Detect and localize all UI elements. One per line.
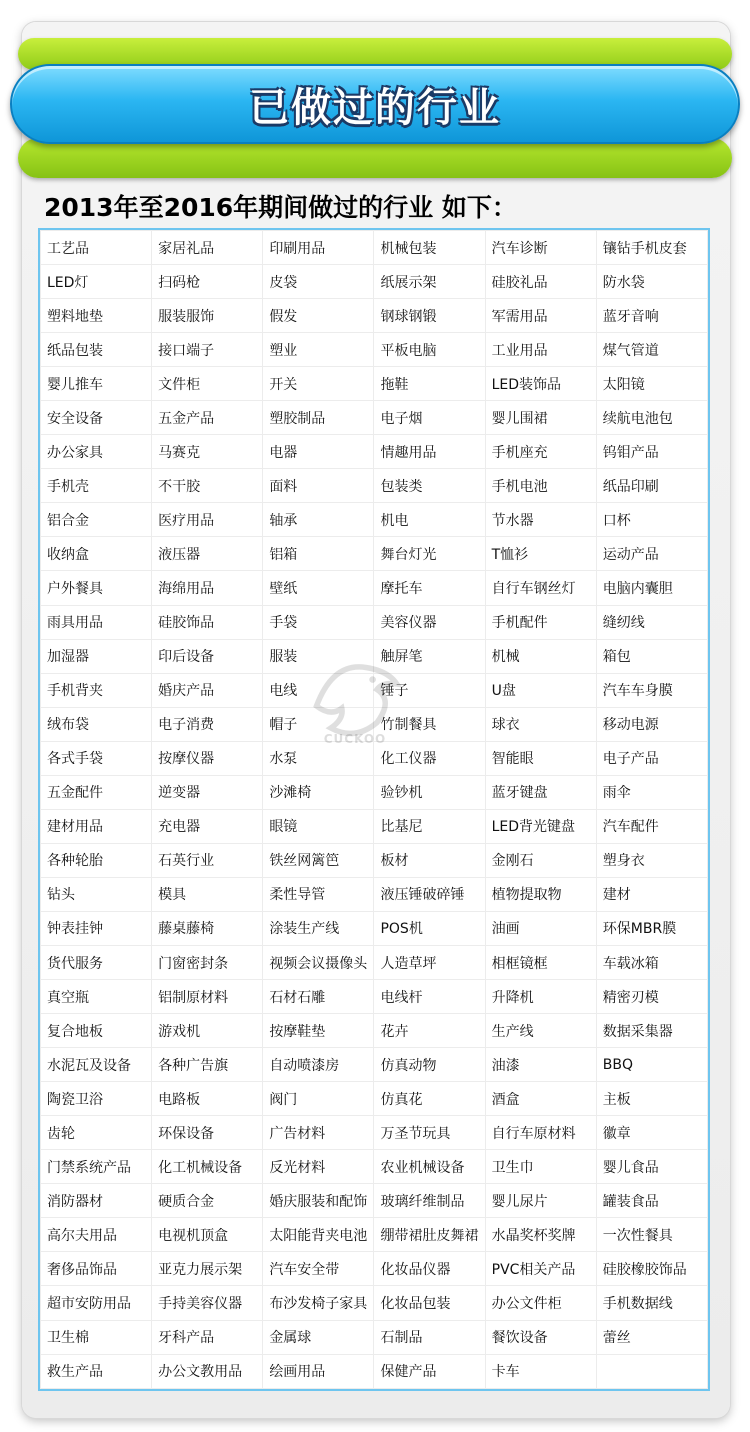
industry-cell: 手机背夹 [41,673,152,707]
industry-cell: 电子产品 [596,741,707,775]
industry-cell: 海绵用品 [152,571,263,605]
industry-cell: 钢球钢锻 [374,299,485,333]
industry-cell: 模具 [152,877,263,911]
industry-cell: 硅胶橡胶饰品 [596,1252,707,1286]
industry-cell: 办公家具 [41,435,152,469]
industry-cell: 五金产品 [152,401,263,435]
industry-cell: 电线杆 [374,980,485,1014]
table-row [41,1150,708,1184]
industry-cell: 印刷用品 [263,231,374,265]
industry-cell: 高尔夫用品 [41,1218,152,1252]
industry-cell: 婚庆产品 [152,673,263,707]
industry-cell: 比基尼 [374,809,485,843]
industry-cell: PVC相关产品 [485,1252,596,1286]
industry-cell: 摩托车 [374,571,485,605]
industry-table [40,230,708,1389]
industry-cell: 续航电池包 [596,401,707,435]
table-row [41,469,708,503]
table-row [41,571,708,605]
industry-cell: 罐装食品 [596,1184,707,1218]
industry-cell: 奢侈品饰品 [41,1252,152,1286]
industry-cell: 救生产品 [41,1354,152,1388]
industry-cell: LED背光键盘 [485,809,596,843]
industry-cell: 验钞机 [374,775,485,809]
industry-cell: 服装服饰 [152,299,263,333]
industry-cell: 蓝牙键盘 [485,775,596,809]
industry-cell: 硬质合金 [152,1184,263,1218]
industry-cell: 精密刃模 [596,980,707,1014]
industry-cell: 数据采集器 [596,1014,707,1048]
industry-cell: 缝纫线 [596,605,707,639]
industry-cell: 帽子 [263,707,374,741]
industry-cell: 服装 [263,639,374,673]
industry-cell: 仿真动物 [374,1048,485,1082]
industry-cell: 纸品包装 [41,333,152,367]
industry-cell: 塑身衣 [596,843,707,877]
industry-cell: 环保MBR膜 [596,911,707,945]
industry-cell: 纸展示架 [374,265,485,299]
industry-cell: 轴承 [263,503,374,537]
table-row [41,605,708,639]
industry-cell: 卡车 [485,1354,596,1388]
industry-cell: 户外餐具 [41,571,152,605]
industry-cell: 雨具用品 [41,605,152,639]
industry-cell: 生产线 [485,1014,596,1048]
industry-cell: 手持美容仪器 [152,1286,263,1320]
industry-cell: 货代服务 [41,945,152,979]
industry-cell: 扫码枪 [152,265,263,299]
industry-cell: 竹制餐具 [374,707,485,741]
industry-cell: 手机壳 [41,469,152,503]
industry-cell: 机械包装 [374,231,485,265]
industry-cell: 水晶奖杯奖牌 [485,1218,596,1252]
industry-cell: 煤气管道 [596,333,707,367]
green-ribbon-bottom [18,138,732,178]
table-row [41,945,708,979]
industry-cell: 液压锤破碎锤 [374,877,485,911]
industry-cell: 主板 [596,1082,707,1116]
table-row [41,775,708,809]
industry-cell: 陶瓷卫浴 [41,1082,152,1116]
industry-cell: 电脑内囊胆 [596,571,707,605]
industry-cell: 建材 [596,877,707,911]
industry-cell: 加湿器 [41,639,152,673]
industry-cell: 收纳盒 [41,537,152,571]
industry-cell: 军需用品 [485,299,596,333]
industry-cell: 汽车安全带 [263,1252,374,1286]
industry-cell: 镶钻手机皮套 [596,231,707,265]
industry-cell: 汽车车身膜 [596,673,707,707]
table-row [41,1082,708,1116]
table-row [41,1218,708,1252]
industry-cell [596,1354,707,1388]
table-row [41,1048,708,1082]
industry-cell: 五金配件 [41,775,152,809]
industry-cell: 家居礼品 [152,231,263,265]
industry-cell: 绘画用品 [263,1354,374,1388]
table-row [41,911,708,945]
table-row [41,1014,708,1048]
industry-cell: 铝制原材料 [152,980,263,1014]
industry-cell: 徽章 [596,1116,707,1150]
industry-cell: 硅胶饰品 [152,605,263,639]
industry-cell: 铁丝网篱笆 [263,843,374,877]
industry-cell: 运动产品 [596,537,707,571]
industry-cell: 油漆 [485,1048,596,1082]
industry-cell: 平板电脑 [374,333,485,367]
industry-grid [38,228,710,1391]
table-row [41,1252,708,1286]
industry-cell: 保健产品 [374,1354,485,1388]
industry-cell: 花卉 [374,1014,485,1048]
industry-cell: 水泥瓦及设备 [41,1048,152,1082]
industry-cell: 水泵 [263,741,374,775]
industry-cell: 化工仪器 [374,741,485,775]
industry-cell: 环保设备 [152,1116,263,1150]
industry-cell: T恤衫 [485,537,596,571]
industry-cell: 充电器 [152,809,263,843]
industry-cell: 万圣节玩具 [374,1116,485,1150]
industry-cell: 门禁系统产品 [41,1150,152,1184]
industry-cell: 自行车原材料 [485,1116,596,1150]
industry-cell: 齿轮 [41,1116,152,1150]
industry-cell: 阀门 [263,1082,374,1116]
table-row [41,741,708,775]
industry-cell: 钨钼产品 [596,435,707,469]
industry-cell: 沙滩椅 [263,775,374,809]
industry-cell: 视频会议摄像头 [263,945,374,979]
industry-cell: 汽车配件 [596,809,707,843]
industry-cell: POS机 [374,911,485,945]
table-row [41,333,708,367]
industry-cell: 印后设备 [152,639,263,673]
industry-cell: 接口端子 [152,333,263,367]
industry-cell: 电线 [263,673,374,707]
industry-cell: 安全设备 [41,401,152,435]
industry-cell: 金属球 [263,1320,374,1354]
table-row [41,673,708,707]
industry-cell: 婚庆服装和配饰 [263,1184,374,1218]
industry-cell: 手机数据线 [596,1286,707,1320]
industry-cell: 超市安防用品 [41,1286,152,1320]
industry-cell: 机械 [485,639,596,673]
industry-cell: 油画 [485,911,596,945]
industry-cell: 复合地板 [41,1014,152,1048]
industry-cell: 逆变器 [152,775,263,809]
industry-cell: 节水器 [485,503,596,537]
table-row [41,1286,708,1320]
industry-cell: 涂装生产线 [263,911,374,945]
industry-cell: 锤子 [374,673,485,707]
industry-cell: 化工机械设备 [152,1150,263,1184]
industry-cell: 医疗用品 [152,503,263,537]
industry-cell: 雨伞 [596,775,707,809]
table-row [41,231,708,265]
industry-cell: 升降机 [485,980,596,1014]
industry-cell: 蕾丝 [596,1320,707,1354]
industry-cell: 工业用品 [485,333,596,367]
industry-cell: 眼镜 [263,809,374,843]
industry-cell: 皮袋 [263,265,374,299]
industry-cell: 钻头 [41,877,152,911]
industry-cell: 板材 [374,843,485,877]
industry-cell: 门窗密封条 [152,945,263,979]
industry-cell: 自动喷漆房 [263,1048,374,1082]
industry-cell: U盘 [485,673,596,707]
table-row [41,1116,708,1150]
industry-cell: 塑业 [263,333,374,367]
industry-cell: 舞台灯光 [374,537,485,571]
industry-cell: 办公文件柜 [485,1286,596,1320]
banner-title: 已做过的行业 [249,84,501,131]
industry-cell: 纸品印刷 [596,469,707,503]
industry-cell: 石制品 [374,1320,485,1354]
industry-cell: 各式手袋 [41,741,152,775]
industry-cell: 按摩仪器 [152,741,263,775]
industry-cell: 植物提取物 [485,877,596,911]
industry-cell: 婴儿推车 [41,367,152,401]
industry-cell: 各种广告旗 [152,1048,263,1082]
table-row [41,1354,708,1388]
industry-cell: 手机配件 [485,605,596,639]
industry-cell: 化妆品包装 [374,1286,485,1320]
industry-cell: 亚克力展示架 [152,1252,263,1286]
industry-cell: 婴儿食品 [596,1150,707,1184]
industry-cell: 化妆品仪器 [374,1252,485,1286]
industry-cell: LED装饰品 [485,367,596,401]
industry-cell: 自行车钢丝灯 [485,571,596,605]
industry-cell: 电子烟 [374,401,485,435]
industry-cell: 手袋 [263,605,374,639]
table-row [41,1320,708,1354]
industry-cell: 相框镜框 [485,945,596,979]
industry-cell: 文件柜 [152,367,263,401]
table-row [41,639,708,673]
industry-cell: 绷带裙肚皮舞裙 [374,1218,485,1252]
industry-cell: 绒布袋 [41,707,152,741]
industry-cell: 塑胶制品 [263,401,374,435]
industry-cell: LED灯 [41,265,152,299]
industry-cell: 广告材料 [263,1116,374,1150]
industry-cell: 铝箱 [263,537,374,571]
industry-cell: 消防器材 [41,1184,152,1218]
table-row [41,809,708,843]
table-row [41,367,708,401]
industry-cell: 智能眼 [485,741,596,775]
industry-cell: 真空瓶 [41,980,152,1014]
industry-cell: 面料 [263,469,374,503]
industry-cell: 人造草坪 [374,945,485,979]
industry-cell: BBQ [596,1048,707,1082]
industry-cell: 按摩鞋垫 [263,1014,374,1048]
industry-cell: 防水袋 [596,265,707,299]
table-row [41,299,708,333]
industry-cell: 游戏机 [152,1014,263,1048]
industry-cell: 机电 [374,503,485,537]
industry-cell: 电视机顶盒 [152,1218,263,1252]
industry-cell: 建材用品 [41,809,152,843]
industry-cell: 太阳镜 [596,367,707,401]
industry-cell: 太阳能背夹电池 [263,1218,374,1252]
industry-cell: 美容仪器 [374,605,485,639]
industry-cell: 电路板 [152,1082,263,1116]
industry-cell: 反光材料 [263,1150,374,1184]
industry-cell: 婴儿尿片 [485,1184,596,1218]
industry-cell: 拖鞋 [374,367,485,401]
table-row [41,980,708,1014]
industry-cell: 手机座充 [485,435,596,469]
industry-cell: 情趣用品 [374,435,485,469]
table-row [41,1184,708,1218]
industry-cell: 藤桌藤椅 [152,911,263,945]
industry-cell: 酒盒 [485,1082,596,1116]
industry-cell: 箱包 [596,639,707,673]
industry-cell: 仿真花 [374,1082,485,1116]
industry-cell: 车载冰箱 [596,945,707,979]
industry-cell: 卫生巾 [485,1150,596,1184]
table-row [41,877,708,911]
industry-cell: 铝合金 [41,503,152,537]
industry-cell: 钟表挂钟 [41,911,152,945]
industry-cell: 石材石雕 [263,980,374,1014]
industry-cell: 蓝牙音响 [596,299,707,333]
industry-cell: 一次性餐具 [596,1218,707,1252]
table-row [41,843,708,877]
industry-cell: 硅胶礼品 [485,265,596,299]
industry-cell: 电子消费 [152,707,263,741]
industry-cell: 玻璃纤维制品 [374,1184,485,1218]
industry-cell: 球衣 [485,707,596,741]
title-banner [10,64,740,144]
table-row [41,401,708,435]
table-row [41,435,708,469]
table-row [41,265,708,299]
industry-cell: 不干胶 [152,469,263,503]
industry-cell: 布沙发椅子家具 [263,1286,374,1320]
section-subtitle: 2013年至2016年期间做过的行业 如下： [44,193,517,222]
industry-cell: 餐饮设备 [485,1320,596,1354]
industry-cell: 塑料地垫 [41,299,152,333]
industry-cell: 各种轮胎 [41,843,152,877]
industry-cell: 移动电源 [596,707,707,741]
industry-cell: 婴儿围裙 [485,401,596,435]
industry-cell: 农业机械设备 [374,1150,485,1184]
watermark-text: CUCKOO [323,732,387,746]
industry-cell: 触屏笔 [374,639,485,673]
industry-cell: 包装类 [374,469,485,503]
table-row [41,537,708,571]
industry-cell: 马赛克 [152,435,263,469]
industry-cell: 假发 [263,299,374,333]
industry-cell: 工艺品 [41,231,152,265]
industry-cell: 手机电池 [485,469,596,503]
table-row [41,503,708,537]
industry-cell: 办公文教用品 [152,1354,263,1388]
industry-cell: 牙科产品 [152,1320,263,1354]
industry-cell: 柔性导管 [263,877,374,911]
industry-cell: 金刚石 [485,843,596,877]
industry-cell: 汽车诊断 [485,231,596,265]
industry-cell: 口杯 [596,503,707,537]
industry-cell: 壁纸 [263,571,374,605]
industry-cell: 电器 [263,435,374,469]
industry-cell: 卫生棉 [41,1320,152,1354]
industry-cell: 开关 [263,367,374,401]
industry-cell: 石英行业 [152,843,263,877]
industry-cell: 液压器 [152,537,263,571]
